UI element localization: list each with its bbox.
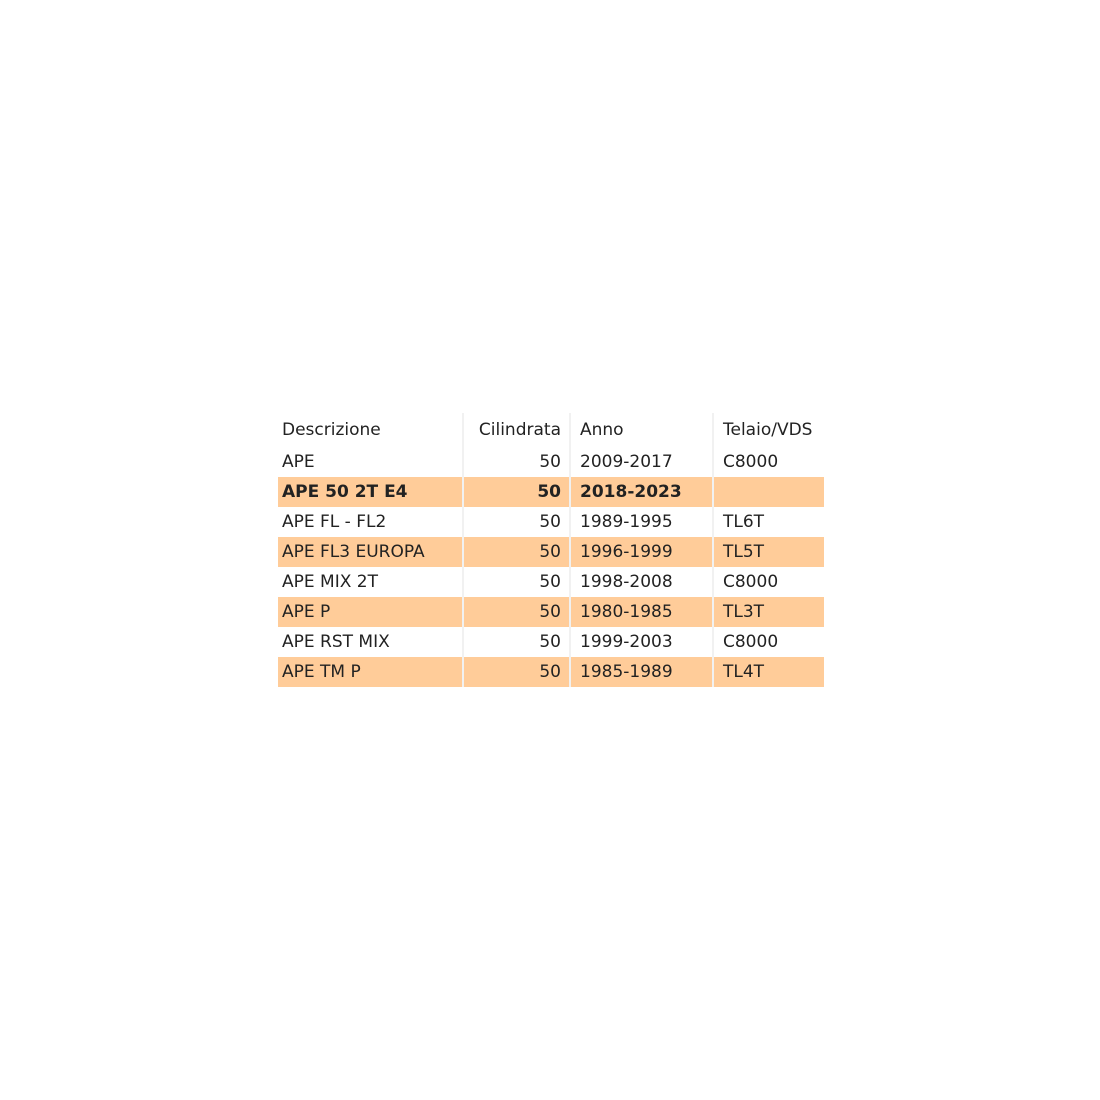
cell-telaio: TL6T xyxy=(723,512,765,532)
cell-anno: 1996-1999 xyxy=(571,537,714,567)
table-row xyxy=(278,477,824,507)
header-row xyxy=(278,413,824,447)
table-row xyxy=(278,447,824,477)
cell-telaio: TL3T xyxy=(714,597,824,627)
cell-anno: 1980-1985 xyxy=(571,597,714,627)
cell-anno: 1989-1995 xyxy=(571,507,714,537)
cell-descrizione: APE P xyxy=(278,597,464,627)
table-row xyxy=(278,507,824,537)
vehicle-compatibility-table xyxy=(278,413,824,687)
cell-cilindrata: 50 xyxy=(464,627,571,657)
cell-telaio: TL5T xyxy=(714,537,824,567)
cell-anno: 1999-2003 xyxy=(571,627,714,657)
header-telaio: Telaio/VDS xyxy=(723,420,813,440)
cell-anno: 1998-2008 xyxy=(571,567,714,597)
cell-descrizione: APE RST MIX xyxy=(278,627,464,657)
table-row xyxy=(278,657,824,687)
table-row xyxy=(278,627,824,657)
cell-telaio: C8000 xyxy=(723,572,779,592)
header-anno: Anno xyxy=(571,413,714,447)
cell-cilindrata: 50 xyxy=(464,657,571,687)
table-body xyxy=(278,447,824,687)
cell-telaio: C8000 xyxy=(723,452,779,472)
table-row xyxy=(278,567,824,597)
cell-descrizione: APE MIX 2T xyxy=(278,567,464,597)
cell-descrizione: APE xyxy=(278,447,464,477)
cell-cilindrata: 50 xyxy=(464,537,571,567)
cell-descrizione: APE 50 2T E4 xyxy=(278,477,464,507)
header-descrizione: Descrizione xyxy=(278,413,464,447)
header-cilindrata: Cilindrata xyxy=(464,413,571,447)
cell-descrizione: APE TM P xyxy=(278,657,464,687)
cell-telaio xyxy=(714,477,824,507)
table-header xyxy=(278,413,824,447)
cell-telaio: C8000 xyxy=(723,632,779,652)
cell-anno: 1985-1989 xyxy=(571,657,714,687)
cell-cilindrata: 50 xyxy=(464,447,571,477)
table-row xyxy=(278,537,824,567)
cell-cilindrata: 50 xyxy=(464,567,571,597)
cell-telaio: TL4T xyxy=(714,657,824,687)
cell-cilindrata: 50 xyxy=(464,477,571,507)
cell-descrizione: APE FL3 EUROPA xyxy=(278,537,464,567)
cell-cilindrata: 50 xyxy=(464,507,571,537)
cell-cilindrata: 50 xyxy=(464,597,571,627)
cell-anno: 2018-2023 xyxy=(571,477,714,507)
cell-descrizione: APE FL - FL2 xyxy=(278,507,464,537)
table-row xyxy=(278,597,824,627)
cell-anno: 2009-2017 xyxy=(571,447,714,477)
